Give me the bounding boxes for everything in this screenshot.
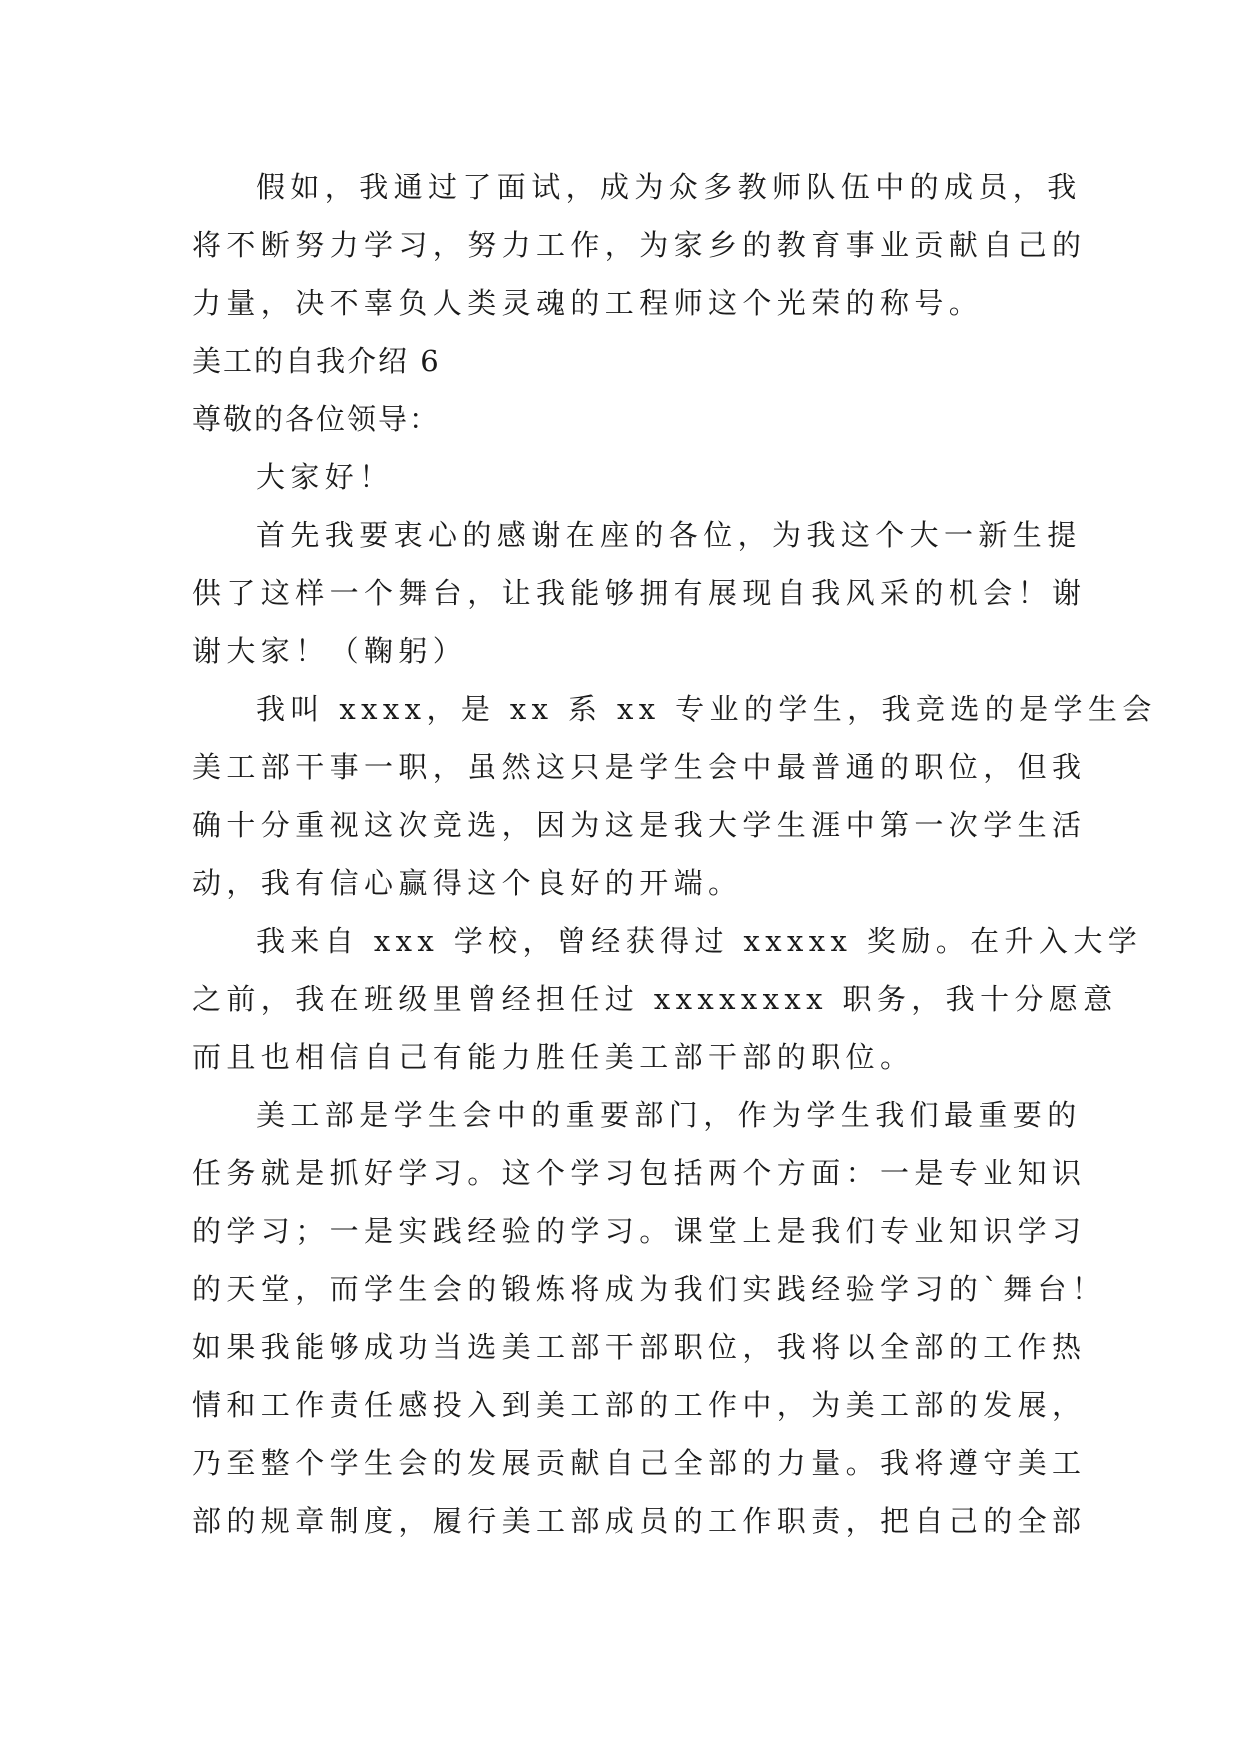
paragraph-line: 乃至整个学生会的发展贡献自己全部的力量。我将遵守美工 [192,1446,1087,1480]
paragraph-line: 我来自 xxx 学校，曾经获得过 xxxxx 奖励。在升入大学 [256,924,1143,958]
paragraph-line: 供了这样一个舞台，让我能够拥有展现自我风采的机会！谢 [192,576,1087,610]
paragraph-line: 的天堂，而学生会的锻炼将成为我们实践经验学习的`舞台！ [192,1272,1107,1306]
paragraph-line: 美工部干事一职，虽然这只是学生会中最普通的职位，但我 [192,750,1087,784]
paragraph-line: 我叫 xxxx，是 xx 系 xx 专业的学生，我竞选的是学生会 [256,692,1157,726]
paragraph-line: 任务就是抓好学习。这个学习包括两个方面：一是专业知识 [192,1156,1087,1190]
paragraph-line: 美工部是学生会中的重要部门，作为学生我们最重要的 [256,1098,1082,1132]
paragraph-line: 之前，我在班级里曾经担任过 xxxxxxxx 职务，我十分愿意 [192,982,1118,1016]
paragraph-line: 确十分重视这次竞选，因为这是我大学生涯中第一次学生活 [192,808,1087,842]
paragraph-line: 力量，决不辜负人类灵魂的工程师这个光荣的称号。 [192,286,984,320]
paragraph-line: 如果我能够成功当选美工部干部职位，我将以全部的工作热 [192,1330,1087,1364]
paragraph-line: 将不断努力学习，努力工作，为家乡的教育事业贡献自己的 [192,228,1087,262]
paragraph-line: 而且也相信自己有能力胜任美工部干部的职位。 [192,1040,915,1074]
paragraph-line: 假如，我通过了面试，成为众多教师队伍中的成员，我 [256,170,1082,204]
paragraph-line: 动，我有信心赢得这个良好的开端。 [192,866,743,900]
paragraph-line: 部的规章制度，履行美工部成员的工作职责，把自己的全部 [192,1504,1087,1538]
paragraph-line: 谢大家！（鞠躬） [192,634,468,668]
paragraph-line: 首先我要衷心的感谢在座的各位，为我这个大一新生提 [256,518,1082,552]
greeting: 大家好！ [256,460,394,494]
section-heading: 美工的自我介绍 6 [192,344,441,378]
paragraph-line: 情和工作责任感投入到美工部的工作中，为美工部的发展， [192,1388,1087,1422]
paragraph-line: 的学习；一是实践经验的学习。课堂上是我们专业知识学习 [192,1214,1087,1248]
salutation: 尊敬的各位领导： [192,402,441,436]
